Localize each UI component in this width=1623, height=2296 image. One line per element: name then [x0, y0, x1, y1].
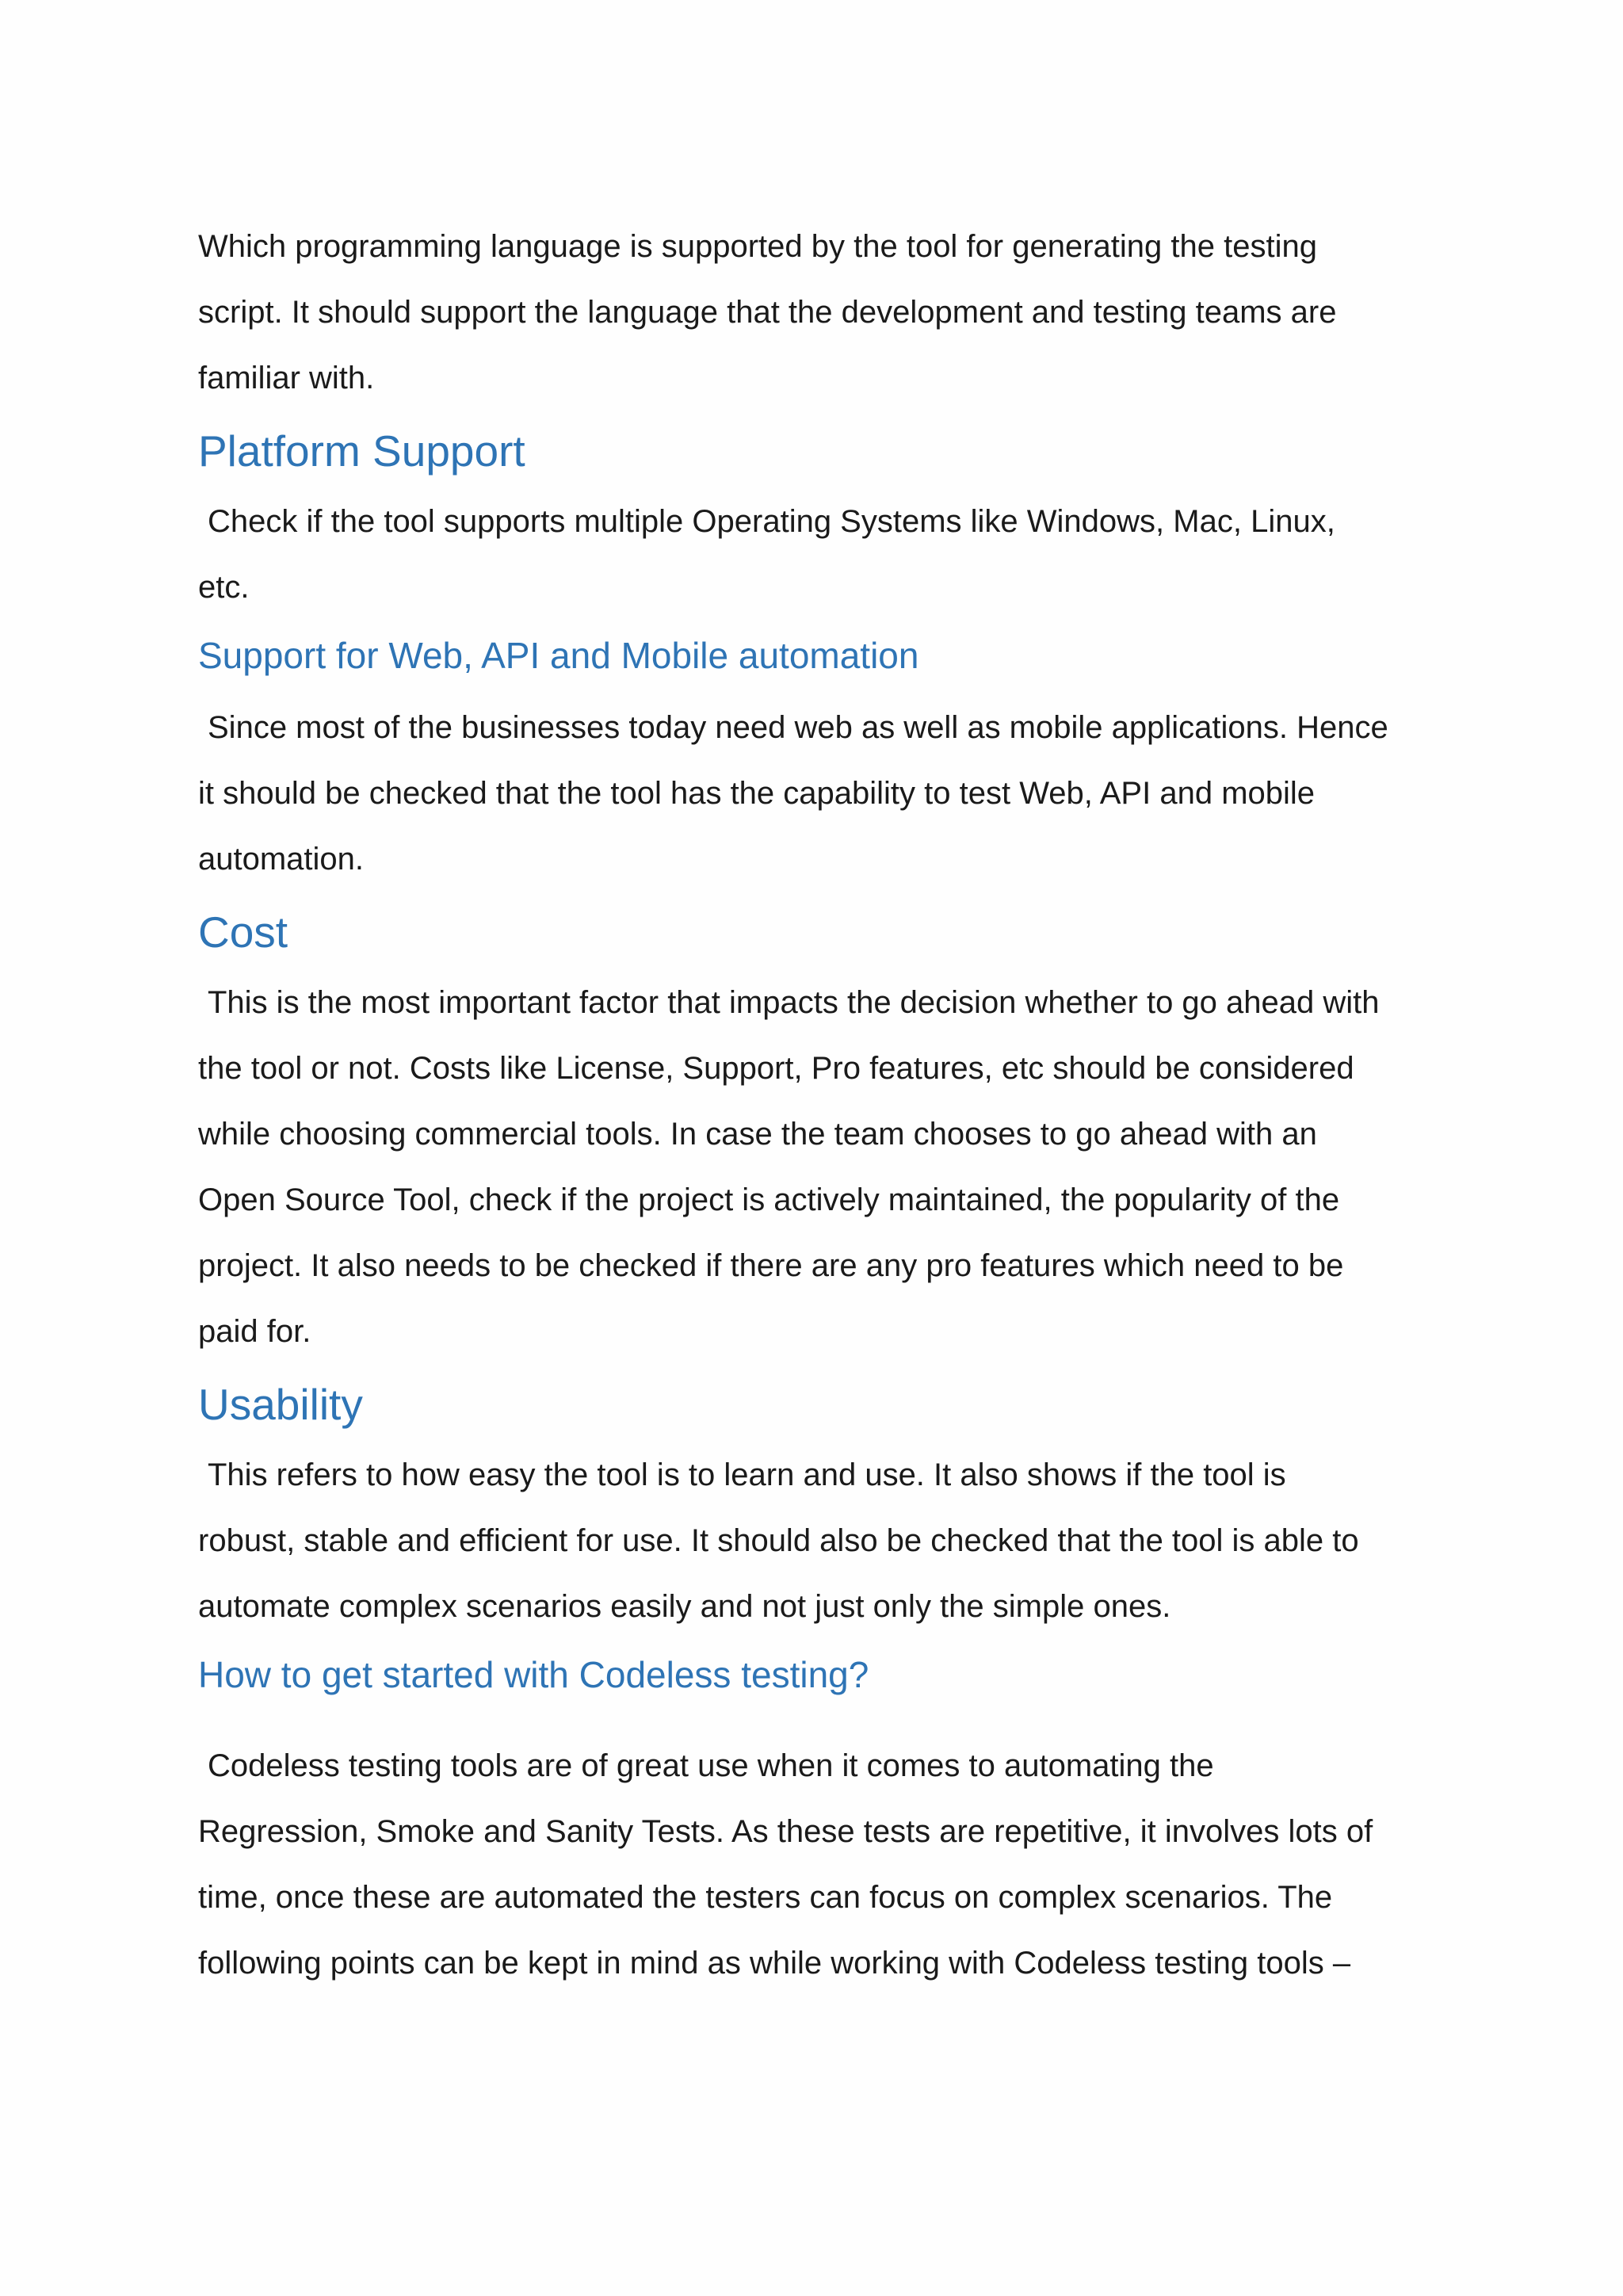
text-line: Codeless testing tools are of great use when it comes to automating the — [208, 1748, 1214, 1783]
web-api-paragraph — [198, 695, 1450, 892]
text-line: script. It should support the language that the development and testing teams are — [198, 295, 1337, 330]
text-line: project. It also needs to be checked if there are any pro features which need to be — [198, 1248, 1344, 1283]
text-line: paid for. — [198, 1314, 311, 1349]
text-line: etc. — [198, 570, 250, 605]
text-line: Since most of the businesses today need web as well as mobile applications. Hence — [208, 710, 1388, 745]
getting-started-paragraph — [198, 1733, 1450, 1996]
text-line: Check if the tool supports multiple Operating Systems like Windows, Mac, Linux, — [208, 504, 1335, 539]
text-line: robust, stable and efficient for use. It should also be checked that the tool is able to — [198, 1523, 1359, 1558]
text-line: it should be checked that the tool has the capability to test Web, API and mobile — [198, 776, 1316, 811]
heading-getting-started: How to get started with Codeless testing? — [198, 1654, 869, 1695]
heading-usability: Usability — [198, 1380, 363, 1429]
text-line: Which programming language is supported by the tool for generating the testing — [198, 229, 1317, 264]
heading-platform-support: Platform Support — [198, 426, 525, 476]
text-line: Open Source Tool, check if the project is actively maintained, the popularity of the — [198, 1182, 1340, 1217]
text-line: while choosing commercial tools. In case the team chooses to go ahead with an — [198, 1117, 1317, 1152]
text-line: time, once these are automated the testers can focus on complex scenarios. The — [198, 1880, 1333, 1915]
text-line: automation. — [198, 842, 365, 877]
text-line: the tool or not. Costs like License, Support, Pro features, etc should be considered — [198, 1051, 1354, 1086]
cost-paragraph — [198, 970, 1450, 1365]
text-line: Regression, Smoke and Sanity Tests. As these tests are repetitive, it involves lots of — [198, 1814, 1373, 1849]
heading-web-api-mobile: Support for Web, API and Mobile automation — [198, 635, 919, 676]
text-line: familiar with. — [198, 361, 375, 395]
intro-paragraph — [198, 214, 1450, 411]
heading-cost: Cost — [198, 907, 288, 957]
text-line: This refers to how easy the tool is to learn and use. It also shows if the tool is — [208, 1457, 1286, 1492]
text-line: This is the most important factor that impacts the decision whether to go ahead with — [208, 985, 1380, 1020]
usability-paragraph — [198, 1442, 1450, 1640]
platform-paragraph — [198, 489, 1450, 621]
text-line: automate complex scenarios easily and not just only the simple ones. — [198, 1589, 1171, 1624]
text-line: following points can be kept in mind as while working with Codeless testing tools – — [198, 1946, 1351, 1981]
document-page — [198, 214, 1450, 1996]
